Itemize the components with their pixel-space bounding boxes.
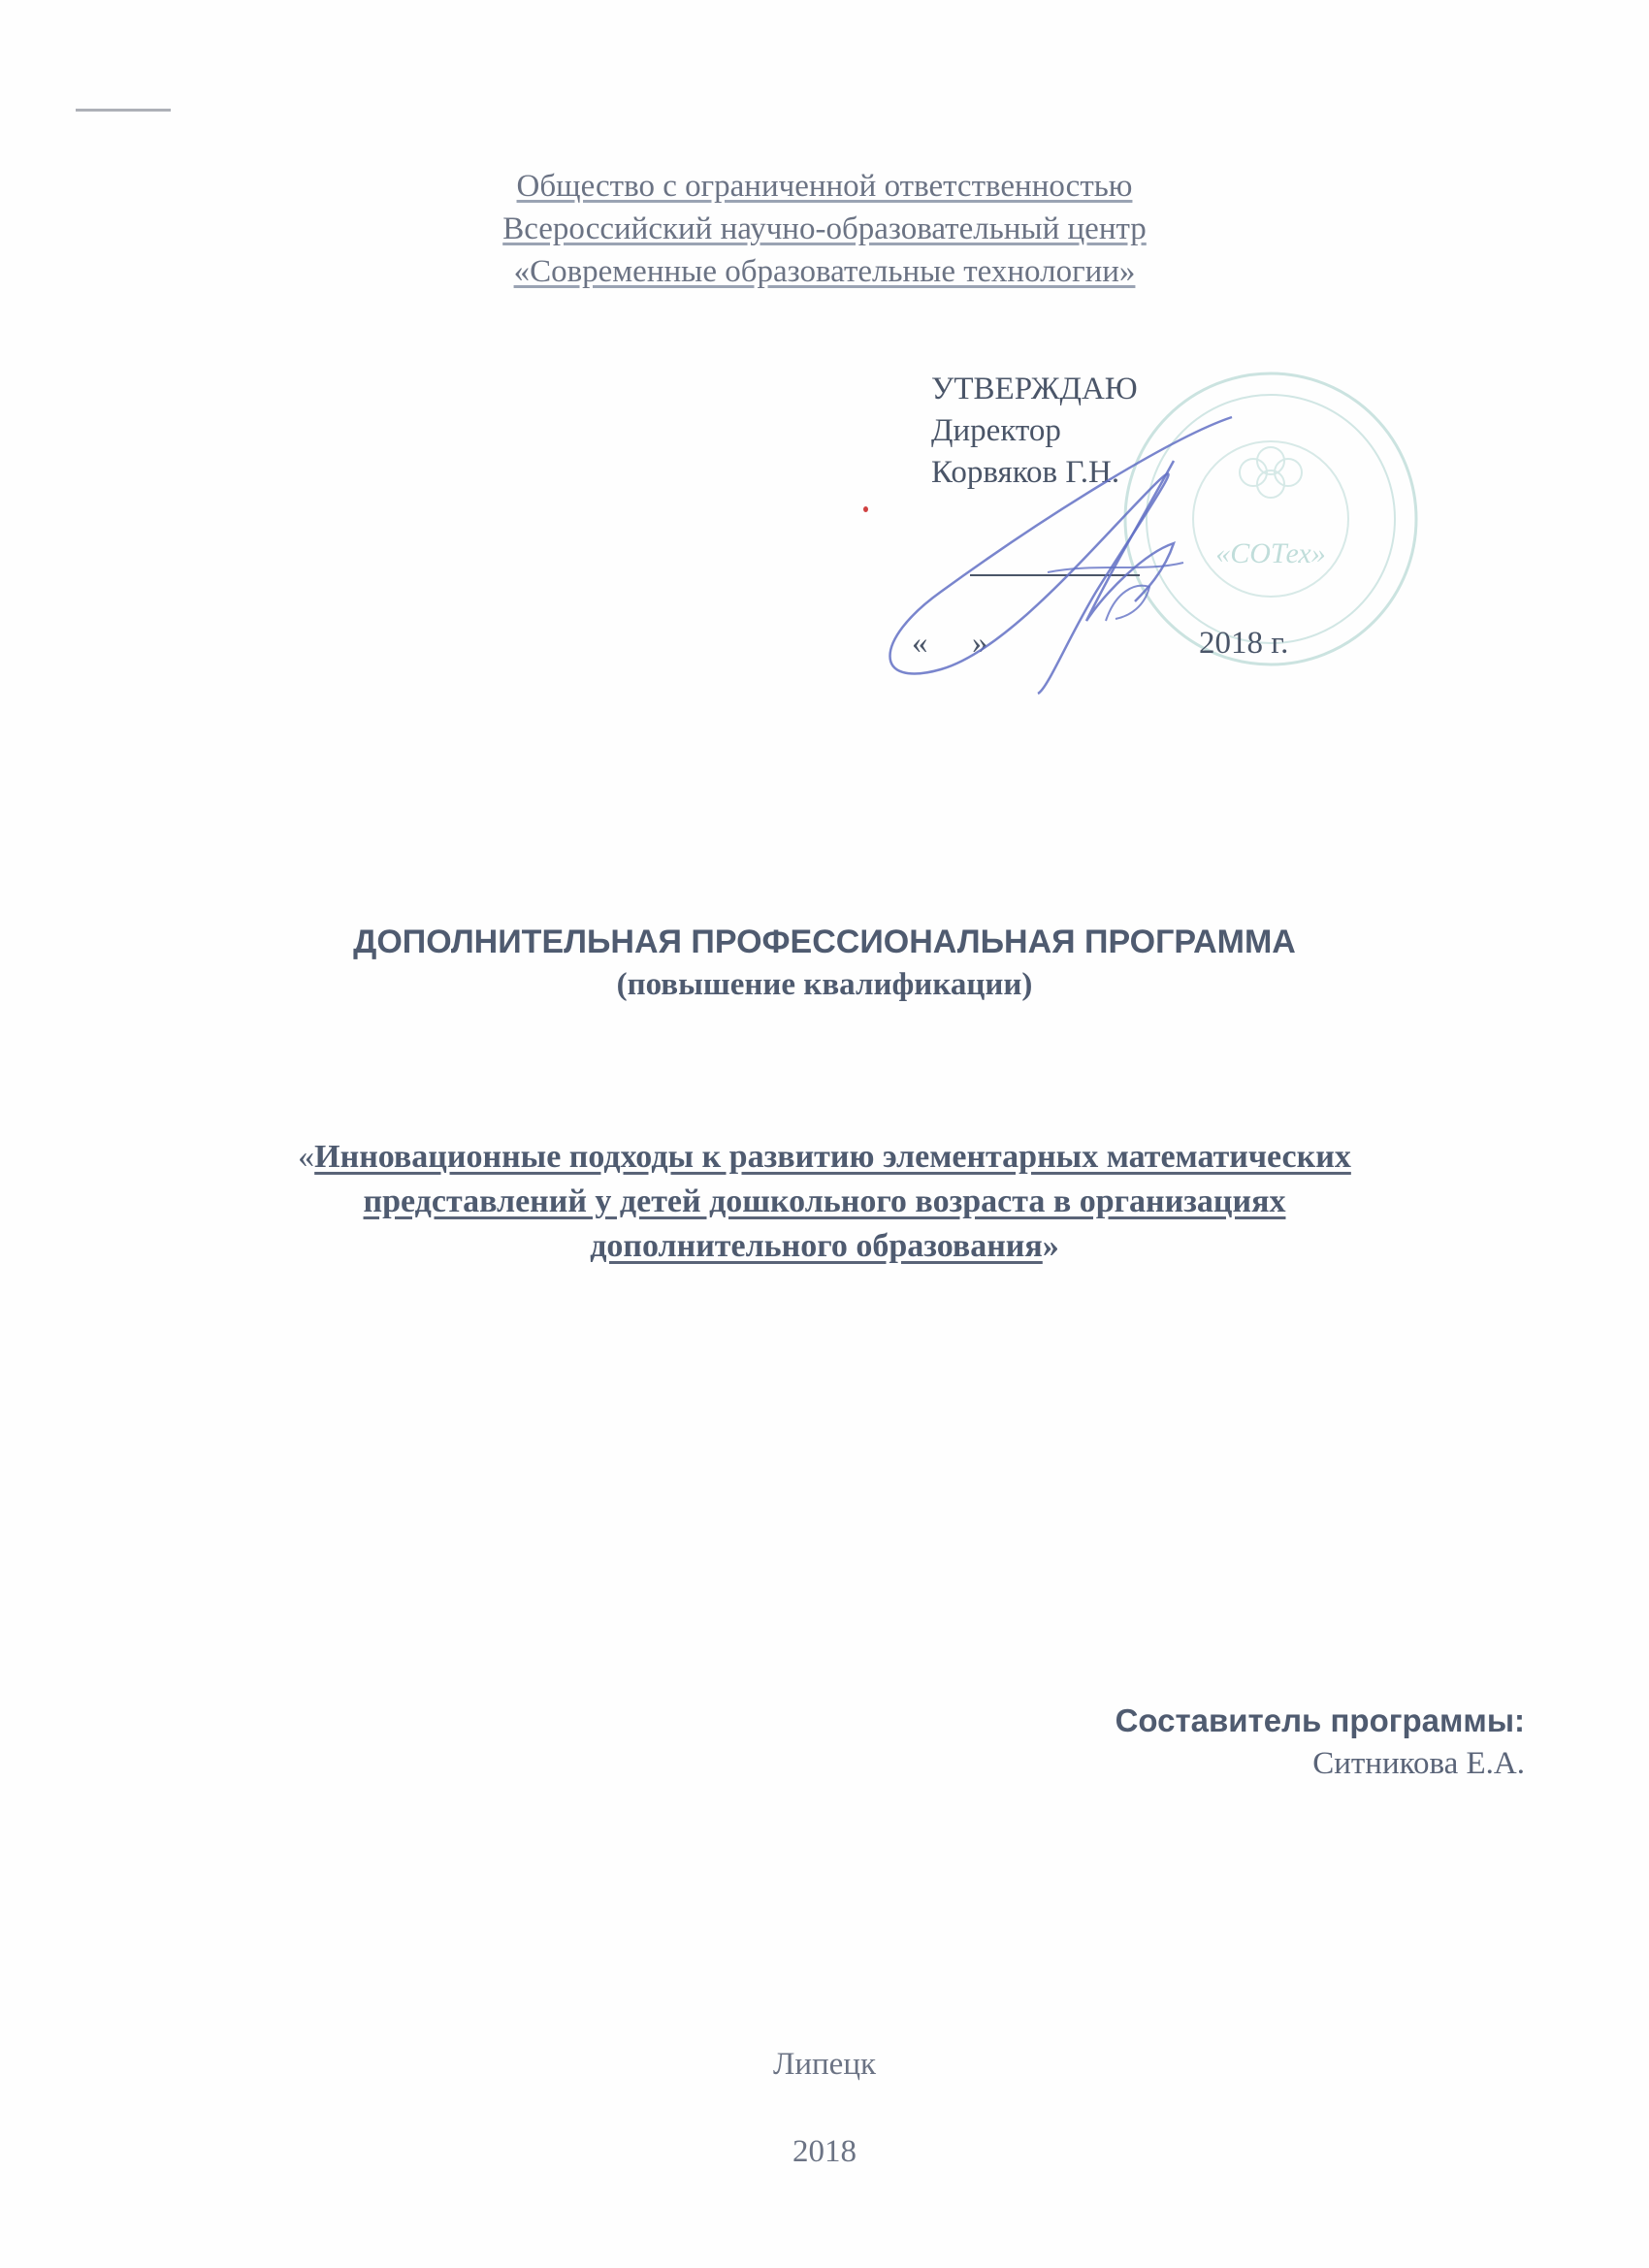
handwritten-signature xyxy=(854,398,1261,698)
date-quote-open: « xyxy=(912,626,928,661)
organization-line-2: Всероссийский научно-образовательный центр xyxy=(502,211,1147,246)
organization-line-3: «Современные образовательные технологии» xyxy=(513,254,1136,289)
approve-label: УТВЕРЖДАЮ xyxy=(931,372,1138,406)
program-title: ДОПОЛНИТЕЛЬНАЯ ПРОФЕССИОНАЛЬНАЯ ПРОГРАММА xyxy=(353,923,1296,960)
seal-text: «СОТех» xyxy=(1215,537,1326,569)
course-quote-open: « xyxy=(298,1139,315,1175)
approval-year: 2018 г. xyxy=(1199,626,1289,661)
approver-position: Директор xyxy=(931,413,1061,448)
course-title-line-3: дополнительного образования xyxy=(590,1228,1043,1264)
city: Липецк xyxy=(772,2047,877,2082)
scan-mark xyxy=(76,109,171,112)
course-title-line-2: представлений у детей дошкольного возраста в организациях xyxy=(363,1183,1286,1219)
organization-header xyxy=(0,165,1649,293)
program-subtitle: (повышение квалификации) xyxy=(616,967,1033,1002)
course-quote-close: » xyxy=(1042,1228,1059,1264)
course-title xyxy=(242,1135,1406,1269)
author-label: Составитель программы: xyxy=(1115,1702,1525,1738)
course-title-line-1: Инновационные подходы к развитию элементарных математических xyxy=(314,1139,1351,1175)
organization-line-1: Общество с ограниченной ответственностью xyxy=(516,169,1133,204)
date-quote-close: » xyxy=(972,626,988,661)
year: 2018 xyxy=(792,2134,857,2169)
author-name: Ситникова Е.А. xyxy=(1312,1746,1525,1781)
approver-name: Корвяков Г.Н. xyxy=(931,455,1120,490)
